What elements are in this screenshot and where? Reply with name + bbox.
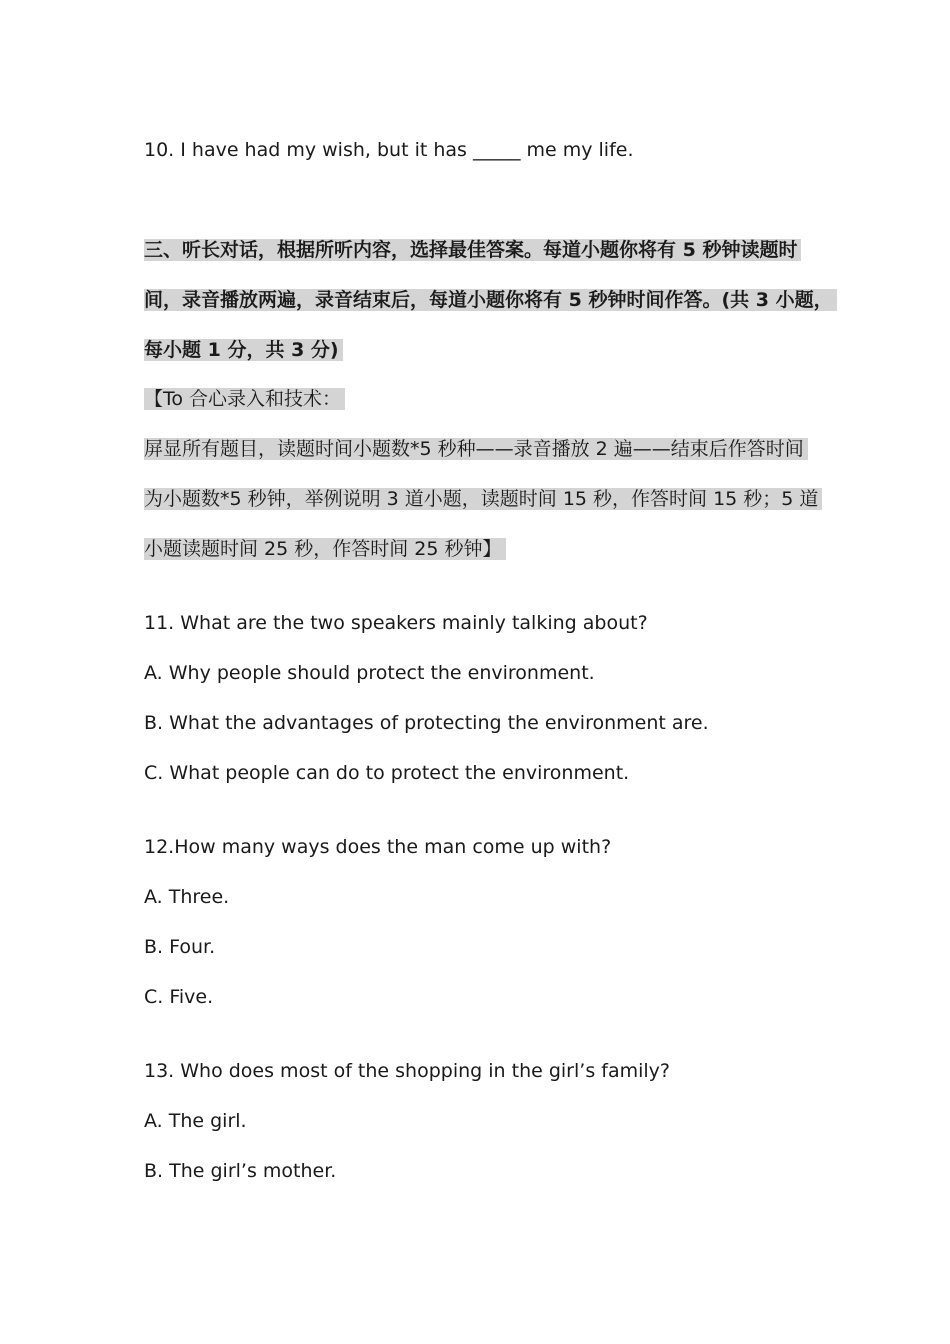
- note-line-2: 屏显所有题目，读题时间小题数*5 秒种——录音播放 2 遍——结束后作答时间: [144, 438, 808, 460]
- note-line-1: 【To 合心录入和技术：: [144, 388, 345, 410]
- heading-line-1: 三、听长对话，根据所听内容，选择最佳答案。每道小题你将有 5 秒钟读题时: [144, 239, 801, 261]
- heading-line-2: 间，录音播放两遍，录音结束后，每道小题你将有 5 秒钟时间作答。(共 3 小题，: [144, 289, 837, 311]
- note-line-3: 为小题数*5 秒钟，举例说明 3 道小题，读题时间 15 秒，作答时间 15 秒；5 道: [144, 488, 822, 510]
- question-10: 10. I have had my wish, but it has _____ me my life.: [144, 139, 634, 161]
- question-stem: 13. Who does most of the shopping in the girl’s family?: [144, 1060, 670, 1082]
- option-c: C. What people can do to protect the environment.: [144, 762, 630, 784]
- question-stem: 12.How many ways does the man come up with?: [144, 836, 612, 858]
- option-c: C. Five.: [144, 986, 214, 1008]
- note-line-4: 小题读题时间 25 秒，作答时间 25 秒钟】: [144, 538, 506, 560]
- option-a: A. Why people should protect the environment.: [144, 662, 595, 684]
- heading-line-3: 每小题 1 分，共 3 分): [144, 339, 343, 361]
- option-a: A. Three.: [144, 886, 230, 908]
- option-b: B. Four.: [144, 936, 216, 958]
- option-a: A. The girl.: [144, 1110, 247, 1132]
- option-b: B. The girl’s mother.: [144, 1160, 337, 1182]
- question-stem: 11. What are the two speakers mainly talking about?: [144, 612, 648, 634]
- option-b: B. What the advantages of protecting the environment are.: [144, 712, 709, 734]
